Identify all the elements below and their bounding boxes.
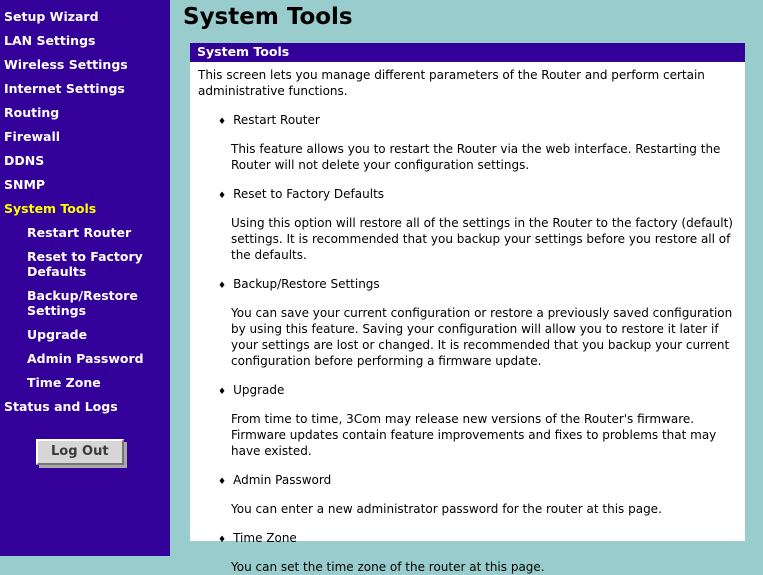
sidebar bbox=[0, 0, 170, 556]
section-title: Reset to Factory Defaults bbox=[233, 187, 385, 201]
section-upgrade bbox=[198, 382, 737, 459]
diamond-bullet-icon: ♦ bbox=[218, 535, 227, 545]
sidebar-item-system-tools[interactable]: System Tools bbox=[4, 201, 97, 216]
section-time-zone bbox=[198, 530, 737, 575]
section-description: You can set the time zone of the router at this page. bbox=[231, 560, 545, 574]
panel-intro-text: This screen lets you manage different parameters of the Router and perform certain administrative functions. bbox=[198, 68, 705, 98]
panel-body bbox=[190, 62, 745, 574]
section-description: You can enter a new administrator password for the router at this page. bbox=[231, 502, 662, 516]
sidebar-item-setup-wizard[interactable]: Setup Wizard bbox=[4, 9, 99, 24]
sidebar-item-reset-to-factory-defaults[interactable]: Reset to Factory Defaults bbox=[27, 249, 143, 279]
section-title: Admin Password bbox=[233, 473, 332, 487]
logout-button[interactable]: Log Out bbox=[36, 439, 124, 465]
sidebar-item-snmp[interactable]: SNMP bbox=[4, 177, 46, 192]
panel-header: System Tools bbox=[190, 43, 745, 62]
diamond-bullet-icon: ♦ bbox=[218, 477, 227, 487]
section-description: This feature allows you to restart the Router via the web interface. Restarting the Router will not delete your configuration settings. bbox=[231, 142, 721, 172]
diamond-bullet-icon: ♦ bbox=[218, 281, 227, 291]
main-content bbox=[170, 0, 763, 574]
section-title: Time Zone bbox=[233, 531, 297, 545]
section-restart-router bbox=[198, 112, 737, 173]
sidebar-item-status-and-logs[interactable]: Status and Logs bbox=[4, 399, 118, 414]
page-title: System Tools bbox=[183, 4, 353, 30]
sidebar-item-internet-settings[interactable]: Internet Settings bbox=[4, 81, 125, 96]
logout-button-container bbox=[36, 439, 168, 465]
section-admin-password bbox=[198, 472, 737, 517]
section-reset-to-factory-defaults bbox=[198, 186, 737, 263]
section-description: From time to time, 3Com may release new versions of the Router's firmware. Firmware updates contain feature improvements and fixes to problems that may have existed. bbox=[231, 412, 717, 458]
sidebar-item-routing[interactable]: Routing bbox=[4, 105, 60, 120]
sidebar-item-backup-restore-settings[interactable]: Backup/Restore Settings bbox=[27, 288, 138, 318]
sidebar-item-admin-password[interactable]: Admin Password bbox=[27, 351, 144, 366]
sidebar-item-time-zone[interactable]: Time Zone bbox=[27, 375, 101, 390]
sidebar-item-upgrade[interactable]: Upgrade bbox=[27, 327, 88, 342]
section-title: Restart Router bbox=[233, 113, 320, 127]
sidebar-item-lan-settings[interactable]: LAN Settings bbox=[4, 33, 96, 48]
diamond-bullet-icon: ♦ bbox=[218, 117, 227, 127]
sidebar-item-wireless-settings[interactable]: Wireless Settings bbox=[4, 57, 128, 72]
sidebar-item-firewall[interactable]: Firewall bbox=[4, 129, 61, 144]
sidebar-item-restart-router[interactable]: Restart Router bbox=[27, 225, 132, 240]
section-description: Using this option will restore all of the settings in the Router to the factory (default) settings. It is recommended that you backup your settings before you restore all of the defaults. bbox=[231, 216, 733, 262]
section-backup-restore-settings bbox=[198, 276, 737, 369]
diamond-bullet-icon: ♦ bbox=[218, 387, 227, 397]
sidebar-item-ddns[interactable]: DDNS bbox=[4, 153, 45, 168]
system-tools-panel bbox=[190, 43, 745, 574]
diamond-bullet-icon: ♦ bbox=[218, 191, 227, 201]
section-title: Backup/Restore Settings bbox=[233, 277, 380, 291]
section-description: You can save your current configuration or restore a previously saved configuration by using this feature. Saving your configuration will allow you to restore it later if your settings are lost or changed. It is recommended that you backup your current configuration before performing a firmware update. bbox=[231, 306, 733, 368]
section-title: Upgrade bbox=[233, 383, 285, 397]
